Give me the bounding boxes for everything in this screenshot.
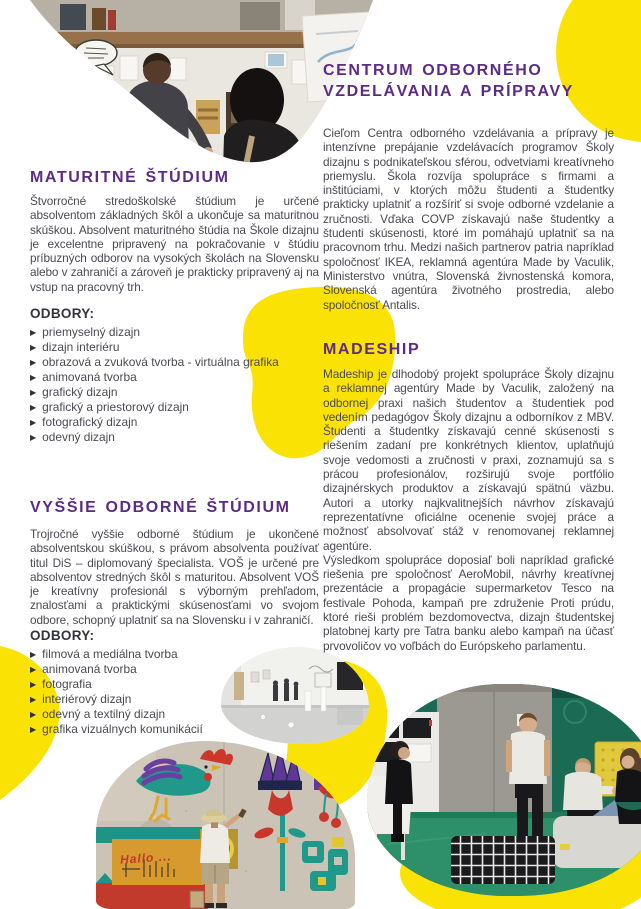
triangle-bullet-icon: ▶ bbox=[30, 403, 37, 412]
list-item bbox=[30, 662, 203, 677]
list-item-label: interiérový dizajn bbox=[42, 692, 132, 706]
list-item bbox=[30, 370, 279, 385]
triangle-bullet-icon: ▶ bbox=[30, 665, 37, 674]
centrum-body: Cieľom Centra odborného vzdelávania a prípravy je intenzívne prepájanie vzdelávacích programov Školy dizajnu s podnikateľskou sférou, odvetviami kreatívneho priemyslu. Škola rozvíja spolupráce s firmami a inštitúciami, v ktorých môžu študenti a študentky prakticky uplatniť a rozšíriť si svoje odborné vzdelanie a zručnosti. Vďaka COVP získavajú naše študentky a študenti skúsenosti, ktoré im pomáhajú uplatniť sa na pracovnom trhu. Medzi našich partnerov patria napríklad spoločnosť IKEA, reklamná agentúra Made by Vaculik, Ministerstvo vnútra, Slovenská živnostenská komora, Slovenská agentúra životného prostredia, alebo spoločnosť Antalis. bbox=[323, 126, 614, 312]
madeship-body-paragraph-1: Madeship je dlhodobý projekt spolupráce Školy dizajnu a reklamnej agentúry Made by Vaculik, založený na odbornej praxi našich študentov a študentiek pod vedením pedagógov Školy dizajnu a odborníkov z MBV. Študenti a študentky získavajú cenné skúsenosti s riešením zadaní pre konkrétnych klientov, uplatňujú svoje vedomosti a zručnosti v praxi, zoznamujú sa s prácou profesionálov, rozširujú svoje portfólio dizajnérskych produktov a získavajú spätnú väzbu. Autori a utorky najkvalitnejších návrhov získavajú reprezentatívne oficiálne ocenenie svojej práce a možnosť absolvovať stáž v renomovanej reklamnej agentúre. bbox=[323, 367, 614, 553]
vyssie-title: VYŠŠIE ODBORNÉ ŠTÚDIUM bbox=[30, 499, 291, 516]
list-item bbox=[30, 415, 279, 430]
triangle-bullet-icon: ▶ bbox=[30, 680, 37, 689]
list-item-label: fotografický dizajn bbox=[42, 415, 138, 429]
triangle-bullet-icon: ▶ bbox=[30, 433, 37, 442]
triangle-bullet-icon: ▶ bbox=[30, 388, 37, 397]
mural-hallo-text: Hallo ... bbox=[119, 849, 173, 867]
triangle-bullet-icon: ▶ bbox=[30, 418, 37, 427]
list-item-label: odevný a textilný dizajn bbox=[42, 707, 166, 721]
list-item bbox=[30, 325, 279, 340]
maturitne-title: MATURITNÉ ŠTÚDIUM bbox=[30, 169, 230, 186]
team-photo bbox=[367, 684, 641, 896]
vyssie-body: Trojročné vyššie odborné štúdium je ukončené absolventskou skúškou, s právom absolventa používať titul DiS – diplomovaný špecialista. VOŠ je určené pre absolventov stredných škôl s maturitou. Absolvent VOŠ je kreatívny profesionál s výborným prehľadom, znalosťami a praktickými skúsenosťami vo svojom odbore, schopný uplatniť sa na Slovensku i v zahraničí. bbox=[30, 527, 319, 627]
list-item bbox=[30, 677, 203, 692]
centrum-title bbox=[323, 60, 574, 102]
list-item-label: grafický a priestorový dizajn bbox=[42, 400, 189, 414]
triangle-bullet-icon: ▶ bbox=[30, 343, 37, 352]
list-item-label: grafický dizajn bbox=[42, 385, 118, 399]
list-item-label: grafika vizuálnych komunikácií bbox=[42, 722, 203, 736]
list-item-label: odevný dizajn bbox=[42, 430, 115, 444]
madeship-body bbox=[323, 367, 614, 653]
list-item bbox=[30, 385, 279, 400]
maturitne-odbory-label: ODBORY: bbox=[30, 306, 95, 321]
maturitne-odbory-list bbox=[30, 325, 279, 445]
triangle-bullet-icon: ▶ bbox=[30, 695, 37, 704]
list-item-label: animovaná tvorba bbox=[42, 662, 137, 676]
maturitne-body: Štvorročné stredoškolské štúdium je určené absolventom základných škôl a ukončuje sa maturitnou skúškou. Absolvent maturitného štúdia na Škole dizajnu je excelentne pripravený na pokračovanie v štúdiu príbuzných odborov na vysokých školách na Slovensku alebo v zahraničí a zároveň je prakticky pripravený aj na vstup na pracovný trh. bbox=[30, 194, 319, 294]
list-item-label: fotografia bbox=[42, 677, 92, 691]
list-item bbox=[30, 647, 203, 662]
madeship-title: MADESHIP bbox=[323, 341, 421, 358]
triangle-bullet-icon: ▶ bbox=[30, 358, 37, 367]
triangle-bullet-icon: ▶ bbox=[30, 650, 37, 659]
centrum-title-line2: VZDELÁVANIA A PRÍPRAVY bbox=[323, 83, 575, 100]
list-item-label: obrazová a zvuková tvorba - virtuálna grafika bbox=[42, 355, 279, 369]
list-item bbox=[30, 722, 203, 737]
madeship-body-paragraph-2: Výsledkom spolupráce doposiaľ boli napríklad grafické riešenia pre spoločnosť AeroMobil, návrhy kreatívnej prezentácie a propagácie supermarketov Tesco na festivale Pohoda, kampaň pre združenie Proti prúdu, ktoré rieši problém bezdomovectva, dizajn študentskej platobnej karty pre Tatra banku alebo kampaň na účasť prvovoličov vo voľbách do Európskeho parlamentu. bbox=[323, 552, 614, 653]
centrum-title-line1: CENTRUM ODBORNÉHO bbox=[323, 62, 543, 79]
list-item bbox=[30, 340, 279, 355]
list-item bbox=[30, 707, 203, 722]
triangle-bullet-icon: ▶ bbox=[30, 373, 37, 382]
triangle-bullet-icon: ▶ bbox=[30, 725, 37, 734]
list-item-label: dizajn interiéru bbox=[42, 340, 120, 354]
vyssie-odbory-list bbox=[30, 647, 203, 737]
vyssie-odbory-label: ODBORY: bbox=[30, 628, 95, 643]
list-item-label: priemyselný dizajn bbox=[42, 325, 140, 339]
list-item bbox=[30, 430, 279, 445]
list-item bbox=[30, 692, 203, 707]
list-item-label: filmová a mediálna tvorba bbox=[42, 647, 178, 661]
list-item bbox=[30, 400, 279, 415]
triangle-bullet-icon: ▶ bbox=[30, 328, 37, 337]
triangle-bullet-icon: ▶ bbox=[30, 710, 37, 719]
list-item bbox=[30, 355, 279, 370]
list-item-label: animovaná tvorba bbox=[42, 370, 137, 384]
